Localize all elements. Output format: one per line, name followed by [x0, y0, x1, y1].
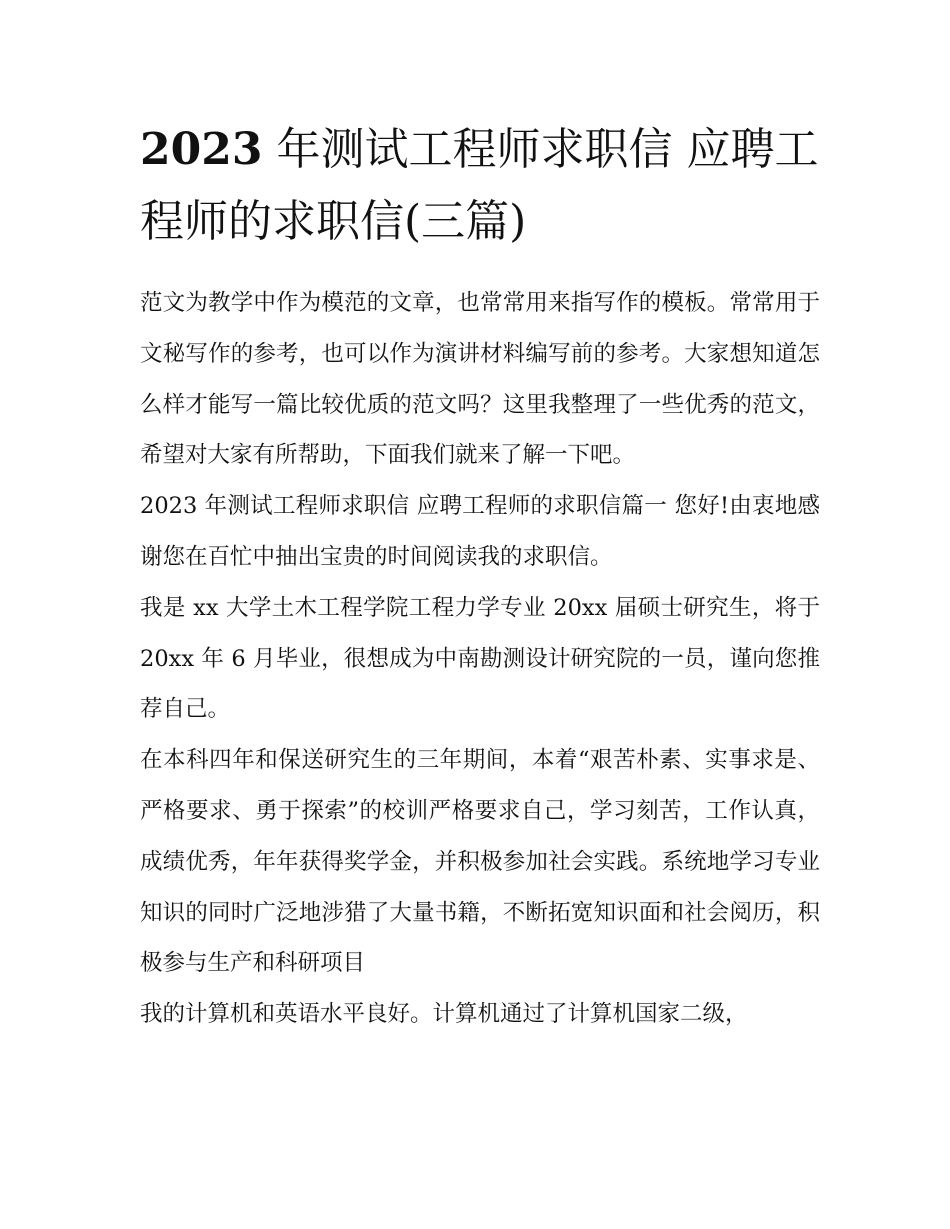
- title-year: 2023: [140, 124, 263, 175]
- title-text: 年测试工程师求职信 应聘工程师的求职信(三篇): [140, 124, 819, 247]
- letter-opening-paragraph: 2023 年测试工程师求职信 应聘工程师的求职信篇一 您好!由衷地感谢您在百忙中抽出宝贵的时间阅读我的求职信。: [140, 493, 820, 570]
- self-introduction-paragraph: 我是 xx 大学土木工程学院工程力学专业 20xx 届硕士研究生，将于 20xx 年 6 月毕业，很想成为中南勘测设计研究院的一员，谨向您推荐自己。: [140, 594, 820, 723]
- document-body: [140, 278, 820, 1040]
- intro-paragraph: 范文为教学中作为模范的文章，也常常用来指写作的模板。常常用于文秘写作的参考，也可以作为演讲材料编写前的参考。大家想知道怎么样才能写一篇比较优质的范文吗？这里我整理了一些优秀的范文，希望对大家有所帮助，下面我们就来了解一下吧。: [140, 290, 820, 469]
- study-experience-paragraph: 在本科四年和保送研究生的三年期间，本着“艰苦朴素、实事求是、严格要求、勇于探索”的校训严格要求自己，学习刻苦，工作认真，成绩优秀，年年获得奖学金，并积极参加社会实践。系统地学习专业知识的同时广泛地涉猎了大量书籍，不断拓宽知识面和社会阅历，积极参与生产和科研项目: [140, 747, 820, 977]
- document-title: [140, 114, 820, 258]
- skills-paragraph: 我的计算机和英语水平良好。计算机通过了计算机国家二级，: [140, 1001, 748, 1028]
